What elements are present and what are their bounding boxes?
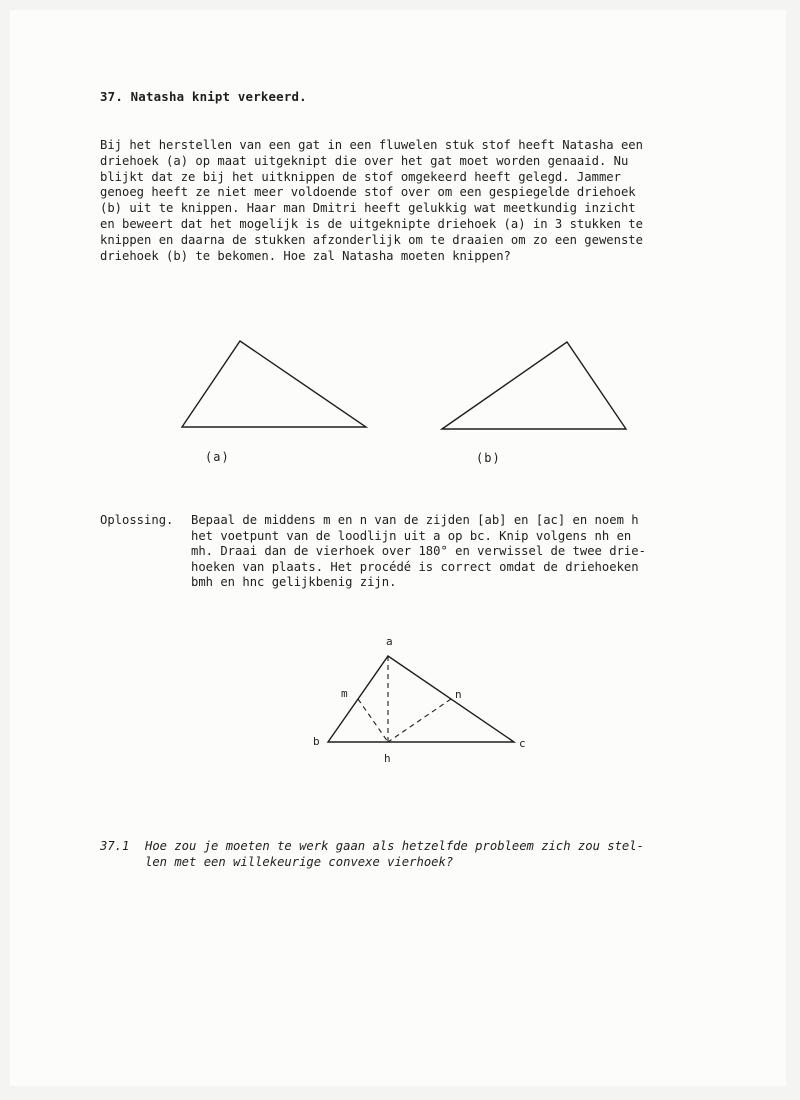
solution-line: het voetpunt van de loodlijn uit a op bc. Knip volgens nh en	[191, 528, 632, 543]
solution-triangle-abc	[328, 656, 514, 742]
cut-mh	[358, 699, 388, 742]
figure-label-b: (b)	[476, 451, 501, 465]
figure-label-a: (a)	[205, 450, 230, 464]
point-label-n: n	[455, 688, 462, 701]
point-label-a: a	[386, 635, 393, 648]
problem-line: en beweert dat het mogelijk is de uitgeknipte driehoek (a) in 3 stukken te	[100, 216, 643, 231]
question-text	[145, 839, 644, 870]
problem-line: (b) uit te knippen. Haar man Dmitri heeft gelukkig wat meetkundig inzicht	[100, 201, 636, 216]
problem-line: knippen en daarna de stukken afzonderlijk om te draaien om zo een gewenste	[100, 232, 643, 247]
point-label-m: m	[341, 687, 348, 700]
point-label-c: c	[519, 737, 526, 750]
triangle-a	[182, 341, 366, 427]
point-label-b: b	[313, 735, 320, 748]
problem-line: blijkt dat ze bij het uitknippen de stof omgekeerd heeft gelegd. Jammer	[100, 169, 621, 184]
question-line: len met een willekeurige convexe vierhoek?	[145, 854, 454, 869]
solution-line: bmh en hnc gelijkbenig zijn.	[191, 575, 397, 590]
problem-line: driehoek (b) te bekomen. Hoe zal Natasha moeten knippen?	[100, 248, 511, 263]
question-number: 37.1	[100, 839, 130, 853]
problem-line: driehoek (a) op maat uitgeknipt die over het gat moet worden genaaid. Nu	[100, 153, 629, 168]
solution-text	[191, 513, 691, 591]
problem-line: Bij het herstellen van een gat in een fluwelen stuk stof heeft Natasha een	[100, 138, 643, 152]
solution-line: Bepaal de middens m en n van de zijden [ab] en [ac] en noem h	[191, 513, 639, 527]
solution-line: hoeken van plaats. Het procédé is correct omdat de driehoeken	[191, 559, 639, 574]
problem-line: genoeg heeft ze niet meer voldoende stof over om een gespiegelde driehoek	[100, 185, 636, 200]
problem-title: 37. Natasha knipt verkeerd.	[100, 89, 307, 104]
triangle-b	[442, 342, 626, 429]
point-label-h: h	[384, 752, 391, 765]
solution-heading: Oplossing.	[100, 513, 174, 527]
cut-nh	[388, 699, 451, 742]
question-line: Hoe zou je moeten te werk gaan als hetzelfde probleem zich zou stel-	[145, 839, 644, 853]
solution-line: mh. Draai dan de vierhoek over 180° en verwissel de twee drie-	[191, 544, 646, 559]
